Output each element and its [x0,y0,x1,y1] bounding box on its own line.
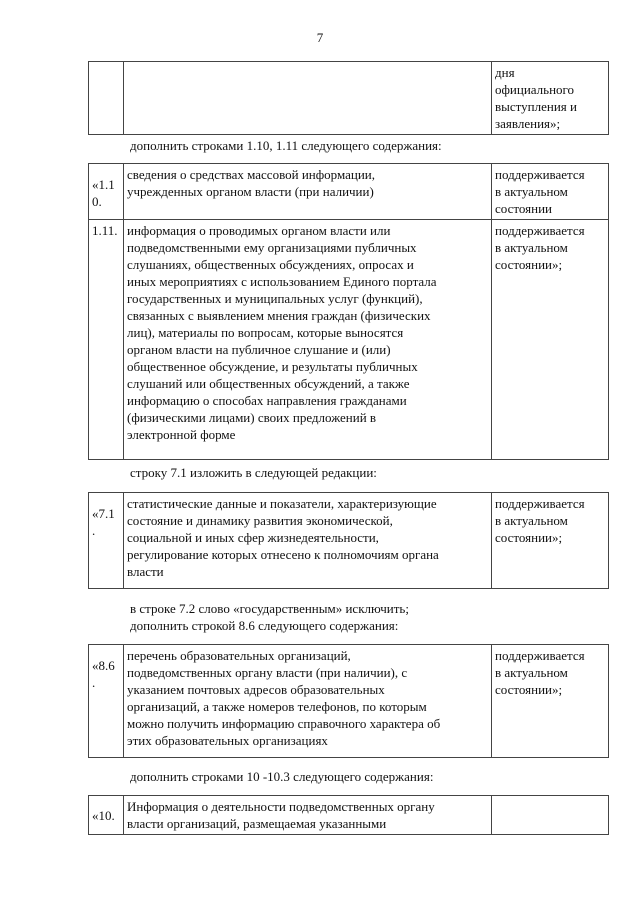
table-row [89,164,609,220]
row-number: 1.11. [89,220,124,460]
row-text: информация о проводимых органом власти или подведомственными ему организациями публичных слушаниях, общественных обсуждениях, опросах и иных мероприятиях с использованием Единого портала государственных и муниципальных услуг (функций), связанных с выявлением мнения граждан (физических лиц), материалы по вопросам, которые выносятся органом власти на публичное слушание и (или) общественное обсуждение, и результаты публичных слушаний или общественных обсуждений, а также информацию о способах направления гражданами (физическими лицами) своих предложений в электронной форме [124,220,492,460]
instruction-line: дополнить строкой 8.6 следующего содержания: [130,618,399,633]
table-row-7-1 [88,492,609,589]
table-row [89,62,609,135]
row-number: «1.1 0. [89,164,124,220]
row-status: поддерживается в актуальном состоянии»; [492,220,609,460]
row-status: поддерживается в актуальном состоянии [492,164,609,220]
table-continuation [88,61,609,135]
row-number: «7.1 . [89,493,124,589]
row-text: перечень образовательных организаций, подведомственных органу власти (при наличии), с указанием почтовых адресов образовательных организаций, а также номеров телефонов, по которым можно получить информацию справочного характера об этих образовательных организациях [124,645,492,758]
instruction-line: дополнить строками 1.10, 1.11 следующего содержания: [130,138,442,153]
instruction-line: в строке 7.2 слово «государственным» исключить; [130,601,409,616]
row-text: Информация о деятельности подведомственных органу власти организаций, размещаемая указанными [124,796,492,835]
instruction-line: дополнить строками 10 -10.3 следующего содержания: [130,769,434,784]
row-number: «10. [89,796,124,835]
table-row-8-6 [88,644,609,758]
table-row [89,645,609,758]
table-rows-1-10-1-11 [88,163,609,460]
row-number: «8.6 . [89,645,124,758]
instruction-line: строку 7.1 изложить в следующей редакции: [130,465,377,480]
row-status [492,796,609,835]
table-row [89,493,609,589]
row-status: поддерживается в актуальном состоянии»; [492,645,609,758]
table-row [89,220,609,460]
row-status: дня официального выступления и заявления»; [492,62,609,135]
page-number: 7 [316,30,324,45]
row-text [124,62,492,135]
row-status: поддерживается в актуальном состоянии»; [492,493,609,589]
table-row [89,796,609,835]
table-rows-10 [88,795,609,835]
row-number [89,62,124,135]
row-text: сведения о средствах массовой информации, учрежденных органом власти (при наличии) [124,164,492,220]
row-text: статистические данные и показатели, характеризующие состояние и динамику развития экономической, социальной и иных сфер жизнедеятельности, регулирование которых отнесено к полномочиям органа власти [124,493,492,589]
